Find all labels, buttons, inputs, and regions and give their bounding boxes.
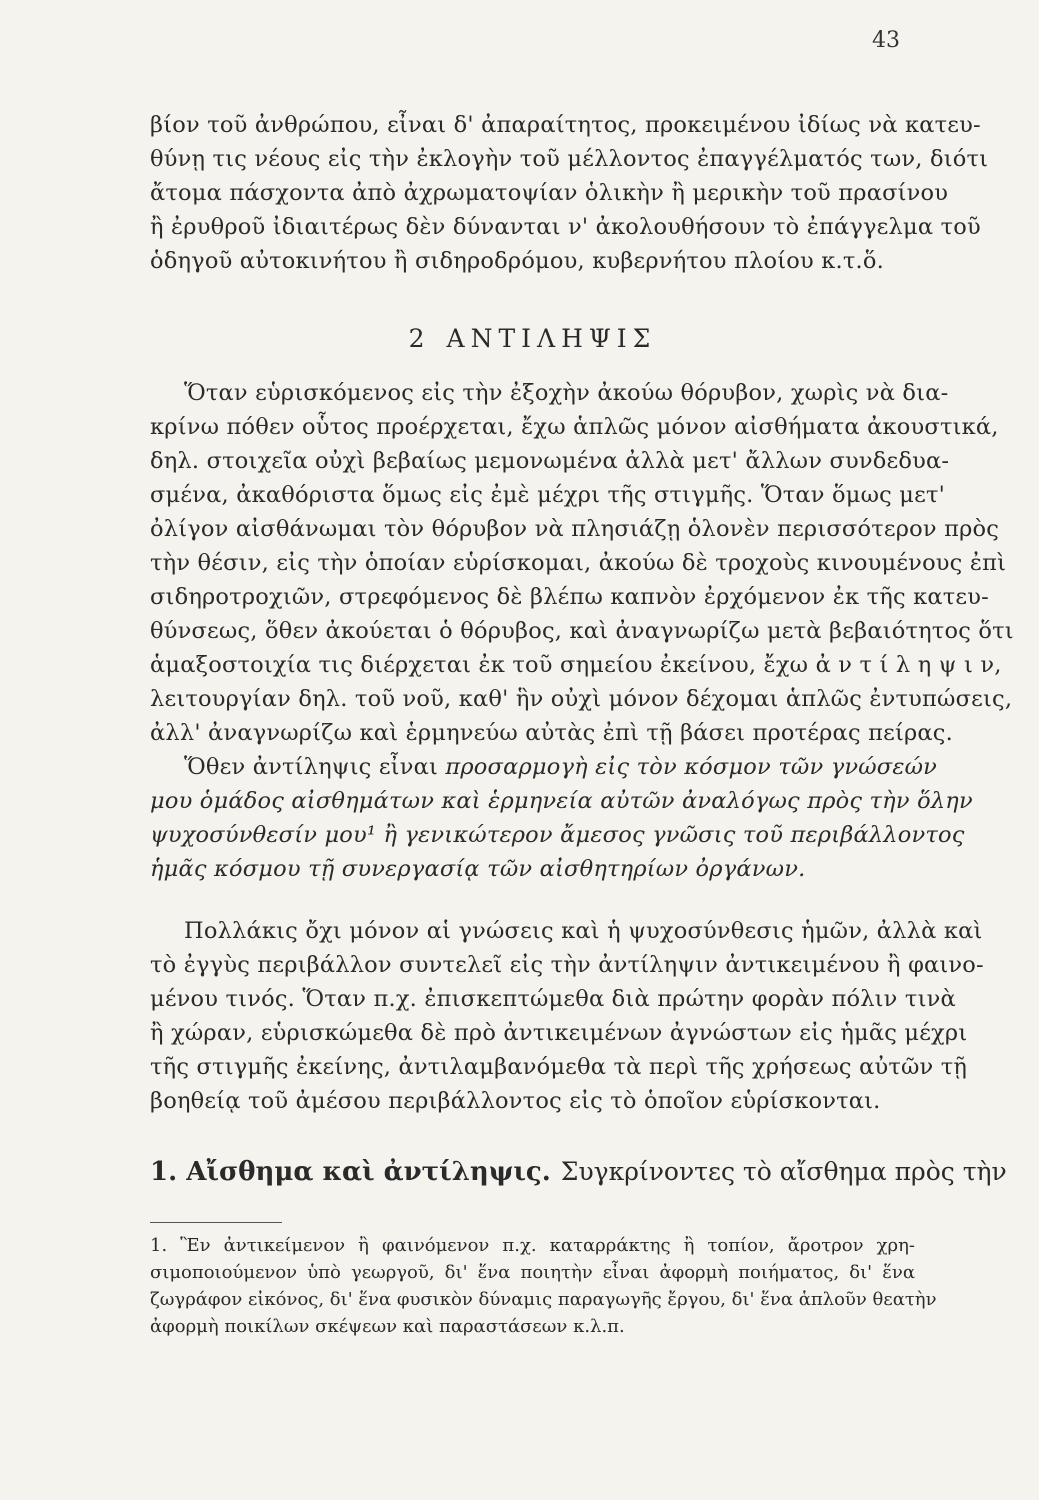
section-heading [150,322,915,356]
text-line: βοηθείᾳ τοῦ ἀμέσου περιβάλλοντος εἰς τὸ ὁποῖον εὑρίσκονται. [150,1088,881,1114]
text-line: Ὅταν εὑρισκόμενος εἰς τὴν ἐξοχὴν ἀκούω θόρυβον, χωρὶς νὰ δια- [184,380,949,406]
text-line: τὸ ἐγγὺς περιβάλλον συντελεῖ εἰς τὴν ἀντίληψιν ἀντικειμένου ἢ φαινο- [150,952,984,978]
text-line: ἢ χώραν, εὑρισκώμεθα δὲ πρὸ ἀντικειμένων ἀγνώστων εἰς ἡμᾶς μέχρι [150,1020,968,1046]
definition-italic: προσαρμογὴ εἰς τὸν κόσμον τῶν γνώσεών [445,754,938,780]
definition-line: ψυχοσύνθεσίν μου¹ ἢ γενικώτερον ἄμεσος γνῶσις τοῦ περιβάλλοντος [150,822,965,848]
text-line: μένου τινός. Ὅταν π.χ. ἐπισκεπτώμεθα διὰ πρώτην φορὰν πόλιν τινὰ [150,986,956,1012]
text-line: τὴν θέσιν, εἰς τὴν ὁποίαν εὑρίσκομαι, ἀκούω δὲ τροχοὺς κινουμένους ἐπὶ [150,550,1007,576]
text-line: θύνῃ τις νέους εἰς τὴν ἐκλογὴν τοῦ μέλλοντος ἐπαγγέλματός των, διότι [150,146,989,172]
text-line: σμένα, ἀκαθόριστα ὅμως εἰς ἐμὲ μέχρι τῆς στιγμῆς. Ὅταν ὅμως μετ' [150,482,946,508]
intro-paragraph [150,108,989,278]
text-line: δηλ. στοιχεῖα οὐχὶ βεβαίως μεμονωμένα ἀλλὰ μετ' ἄλλων συνδεδυα- [150,448,950,474]
definition-line: μου ὁμάδος αἰσθημάτων καὶ ἑρμηνεία αὐτῶν ἀναλόγως πρὸς τὴν ὅλην [150,788,973,814]
footnote-line: σιμοποιούμενον ὑπὸ γεωργοῦ, δι' ἕνα ποιητὴν εἶναι ἀφορμὴ ποιήματος, δι' ἕνα [150,1262,915,1283]
text-line: ὀλίγον αἰσθάνωμαι τὸν θόρυβον νὰ πλησιάζῃ ὁλονὲν περισσότερον πρὸς [150,516,1000,542]
text-line: κρίνω πόθεν οὗτος προέρχεται, ἔχω ἁπλῶς μόνον αἰσθήματα ἀκουστικά, [150,414,999,440]
definition-line: ἡμᾶς κόσμου τῇ συνεργασίᾳ τῶν αἰσθητηρίων ὀργάνων. [150,856,806,882]
text-line: Πολλάκις ὄχι μόνον αἱ γνώσεις καὶ ἡ ψυχοσύνθεσις ἡμῶν, ἀλλὰ καὶ [184,918,983,944]
text-line: ὁδηγοῦ αὐτοκινήτου ἢ σιδηροδρόμου, κυβερνήτου πλοίου κ.τ.ὅ. [150,248,884,274]
subsection-heading [150,1152,1007,1192]
page-number: 43 [872,28,900,53]
text-line: ἄτομα πάσχοντα ἀπὸ ἀχρωματοψίαν ὁλικὴν ἢ μερικὴν τοῦ πρασίνου [150,180,949,206]
footnote-divider [150,1222,282,1223]
text-line: ἁμαξοστοιχία τις διέρχεται ἐκ τοῦ σημείου ἐκείνου, ἔχω ἀ ν τ ί λ η ψ ι ν, [150,652,1002,678]
section-title: ΑΝΤΙΛΗΨΙΣ [446,324,657,353]
text-line: ἀλλ' ἀναγνωρίζω καὶ ἑρμηνεύω αὐτὰς ἐπὶ τῇ βάσει προτέρας πείρας. [150,720,953,746]
footnote [150,1232,937,1340]
definition-start: Ὅθεν ἀντίληψις εἶναι [184,754,438,780]
text-line: τῆς στιγμῆς ἐκείνης, ἀντιλαμβανόμεθα τὰ περὶ τῆς χρήσεως αὐτῶν τῇ [150,1054,968,1080]
text-line: ἢ ἐρυθροῦ ἰδιαιτέρως δὲν δύνανται ν' ἀκολουθήσουν τὸ ἐπάγγελμα τοῦ [150,214,981,240]
text-line: σιδηροτροχιῶν, στρεφόμενος δὲ βλέπω καπνὸν ἐρχόμενον ἐκ τῆς κατευ- [150,584,989,610]
footnote-line: 1. Ἓν ἀντικείμενον ἢ φαινόμενον π.χ. καταρράκτης ἢ τοπίον, ἄροτρον χρη- [150,1235,915,1256]
body-paragraph [150,376,1014,886]
definition-line [150,750,938,784]
text-line: λειτουργίαν δηλ. τοῦ νοῦ, καθ' ἣν οὐχὶ μόνον δέχομαι ἁπλῶς ἐντυπώσεις, [150,686,1013,712]
second-paragraph [150,914,984,1118]
subsection-title: 1. Αἴσθημα καὶ ἀντίληψις. [150,1157,551,1187]
footnote-line: ἀφορμὴ ποικίλων σκέψεων καὶ παραστάσεων κ.λ.π. [150,1316,625,1337]
text-line: θύνσεως, ὅθεν ἀκούεται ὁ θόρυβος, καὶ ἀναγνωρίζω μετὰ βεβαιότητος ὅτι [150,618,1014,644]
text-line: βίον τοῦ ἀνθρώπου, εἶναι δ' ἀπαραίτητος, προκειμένου ἰδίως νὰ κατευ- [150,112,981,138]
section-number: 2 [408,324,425,353]
footnote-line: ζωγράφον εἰκόνος, δι' ἕνα φυσικὸν δύναμις παραγωγῆς ἔργου, δι' ἕνα ἁπλοῦν θεατὴν [150,1289,937,1310]
subsection-text: Συγκρίνοντες τὸ αἴσθημα πρὸς τὴν [560,1157,1007,1186]
